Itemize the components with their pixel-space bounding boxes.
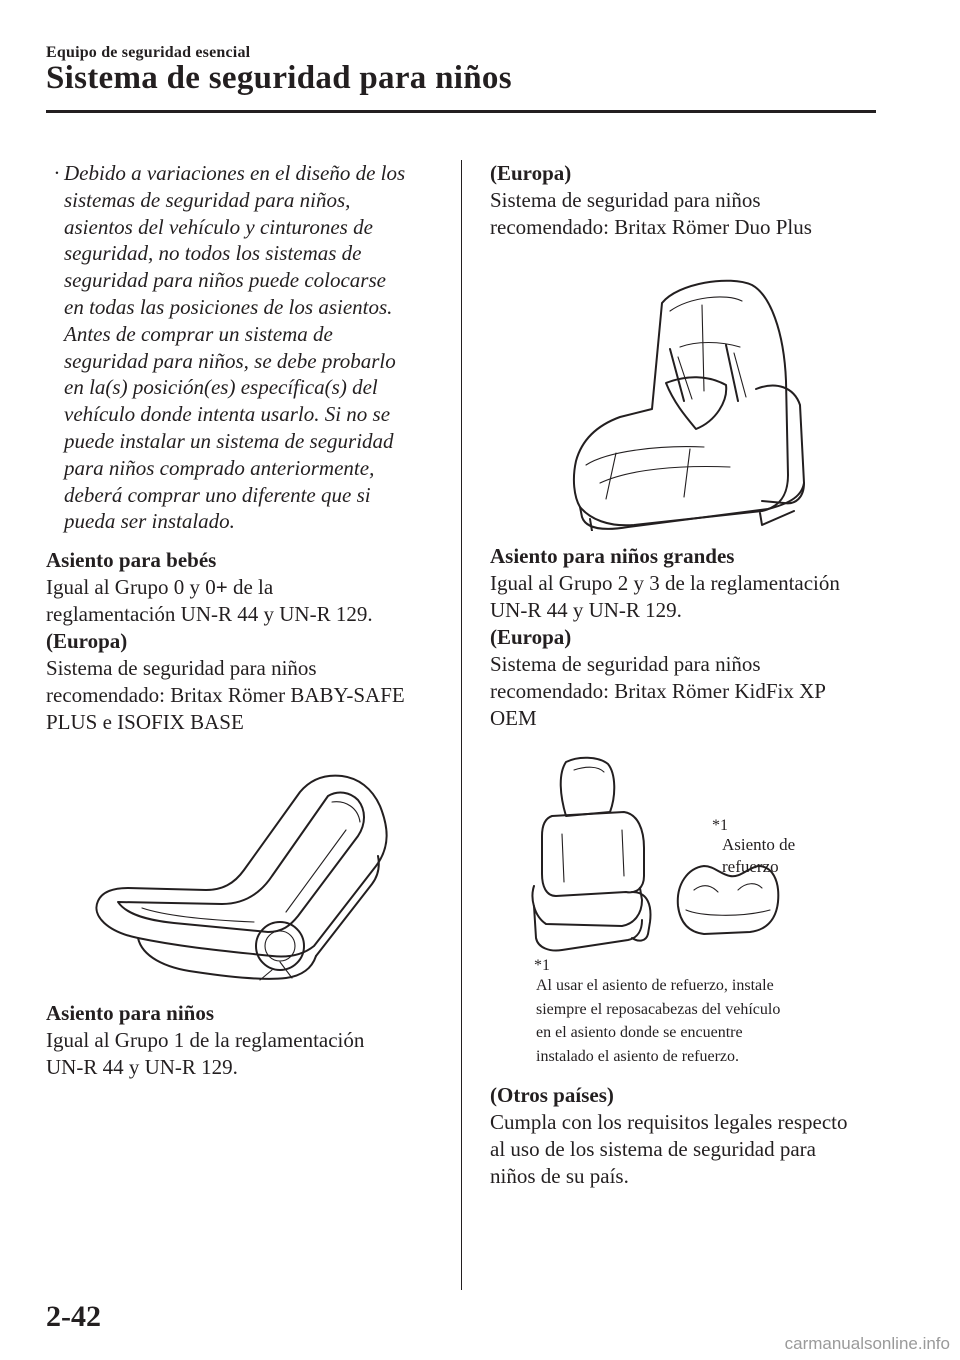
section-label: Equipo de seguridad esencial bbox=[46, 44, 251, 61]
note-line: en la(s) posición(es) específica(s) del bbox=[64, 375, 378, 400]
child-recommendation: recomendado: Britax Römer Duo Plus bbox=[490, 215, 812, 239]
page-title: Sistema de seguridad para niños bbox=[46, 60, 512, 96]
infant-recommendation: PLUS e ISOFIX BASE bbox=[46, 710, 244, 735]
booster-seat-illustration bbox=[490, 756, 882, 956]
callout-mark: *1 bbox=[712, 817, 728, 834]
note-line: vehículo donde intenta usarlo. Si no se bbox=[64, 402, 391, 427]
note-line: pueda ser instalado. bbox=[64, 509, 235, 534]
infant-recommendation: Sistema de seguridad para niños bbox=[46, 656, 317, 681]
junior-recommendation: OEM bbox=[490, 706, 537, 730]
junior-seat-regulation: UN-R 44 y UN-R 129. bbox=[490, 598, 682, 622]
title-rule bbox=[46, 110, 876, 113]
infant-seat-regulation: reglamentación UN-R 44 y UN-R 129. bbox=[46, 602, 373, 627]
footnote-line: instalado el asiento de refuerzo. bbox=[536, 1047, 740, 1065]
bullet-mark: · bbox=[54, 161, 60, 185]
other-countries-text: niños de su país. bbox=[490, 1164, 629, 1188]
note-line: deberá comprar uno diferente que si bbox=[64, 482, 371, 507]
note-line: asientos del vehículo y cinturones de bbox=[64, 214, 373, 239]
junior-seat-group: Igual al Grupo 2 y 3 de la reglamentación bbox=[490, 571, 840, 595]
note-line: seguridad para niños puede colocarse bbox=[64, 268, 386, 293]
infant-region-europe: (Europa) bbox=[46, 629, 128, 654]
footnote-line: siempre el reposacabezas del vehículo bbox=[536, 1000, 781, 1018]
junior-region-europe: (Europa) bbox=[490, 625, 572, 649]
note-line: sistemas de seguridad para niños, bbox=[64, 187, 351, 212]
right-column bbox=[490, 160, 882, 1190]
child-seat-regulation: UN-R 44 y UN-R 129. bbox=[46, 1055, 238, 1080]
note-line: puede instalar un sistema de seguridad bbox=[64, 428, 394, 453]
infant-carrier-illustration bbox=[46, 766, 446, 986]
child-recommendation: Sistema de seguridad para niños bbox=[490, 188, 761, 212]
column-divider bbox=[461, 160, 462, 1290]
footnote-line: en el asiento donde se encuentre bbox=[536, 1024, 743, 1041]
other-countries-text: al uso de los sistema de seguridad para bbox=[490, 1137, 816, 1161]
junior-seat-heading: Asiento para niños grandes bbox=[490, 544, 735, 568]
callout-label-line2: refuerzo bbox=[722, 857, 779, 876]
note-line: seguridad para niños, se debe probarlo bbox=[64, 348, 396, 373]
compatibility-note bbox=[46, 160, 446, 535]
junior-recommendation: recomendado: Britax Römer KidFix XP bbox=[490, 679, 826, 703]
note-line: Debido a variaciones en el diseño de los bbox=[64, 161, 406, 185]
child-seat-heading: Asiento para niños bbox=[46, 1001, 215, 1026]
note-line: Antes de comprar un sistema de bbox=[64, 321, 333, 346]
note-line: para niños comprado anteriormente, bbox=[64, 455, 375, 480]
footnote-line: Al usar el asiento de refuerzo, instale bbox=[536, 977, 774, 994]
note-line: seguridad, no todos los sistemas de bbox=[64, 241, 362, 266]
note-line: en todas las posiciones de los asientos. bbox=[64, 294, 393, 319]
child-seat-group: Igual al Grupo 1 de la reglamentación bbox=[46, 1028, 365, 1053]
infant-group-suffix: de la bbox=[227, 575, 274, 600]
left-column bbox=[46, 160, 446, 1081]
footnote-mark: *1 bbox=[534, 957, 550, 974]
callout-label-line1: Asiento de bbox=[722, 835, 796, 854]
child-region-europe: (Europa) bbox=[490, 161, 572, 185]
infant-recommendation: recomendado: Britax Römer BABY-SAFE bbox=[46, 683, 405, 708]
watermark: carmanualsonline.info bbox=[784, 1334, 950, 1353]
infant-seat-heading: Asiento para bebés bbox=[46, 548, 217, 573]
footnote-text bbox=[536, 974, 856, 1068]
junior-recommendation: Sistema de seguridad para niños bbox=[490, 652, 761, 676]
plus-icon: + bbox=[215, 575, 228, 600]
infant-seat-group bbox=[46, 574, 446, 601]
child-seat-illustration bbox=[490, 261, 882, 531]
other-countries-heading: (Otros países) bbox=[490, 1083, 614, 1107]
other-countries-text: Cumpla con los requisitos legales respecto bbox=[490, 1110, 848, 1134]
page-number: 2-42 bbox=[46, 1300, 101, 1333]
infant-group-prefix: Igual al Grupo 0 y 0 bbox=[46, 575, 216, 600]
